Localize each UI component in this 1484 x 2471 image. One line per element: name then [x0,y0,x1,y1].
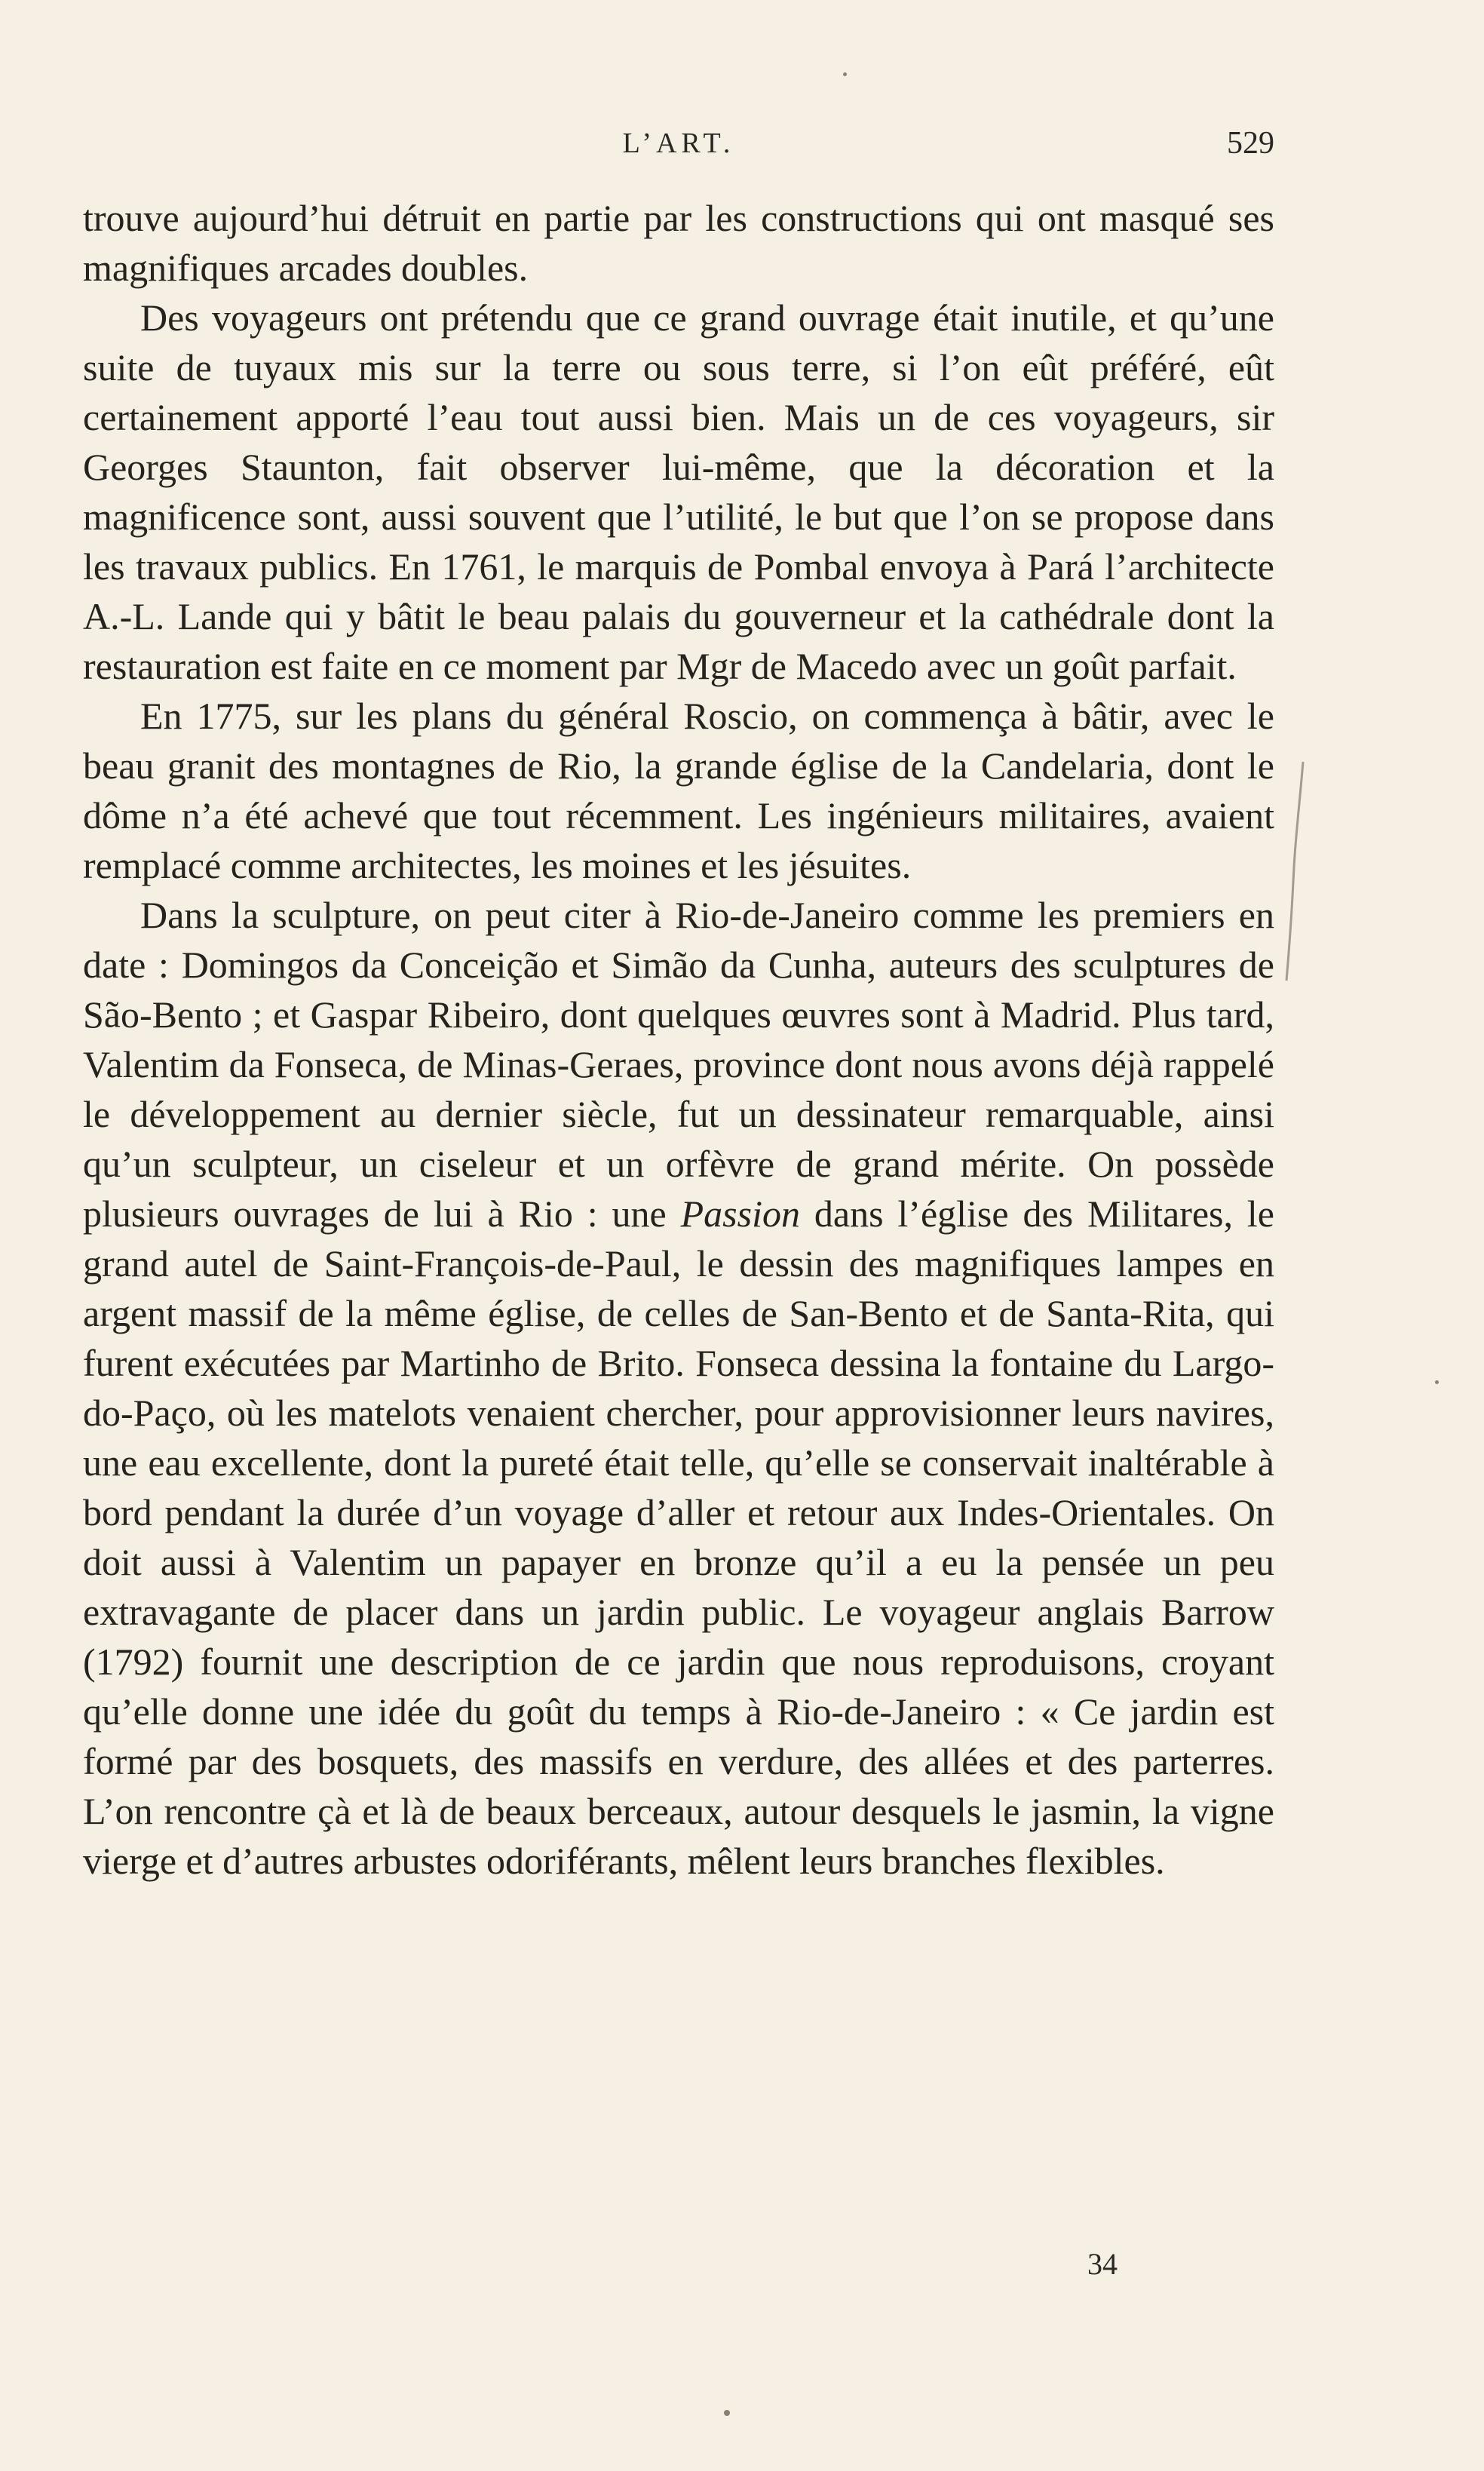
running-head: L’ART. [622,127,735,159]
body-text [83,193,1274,1886]
page-header [83,122,1274,167]
signature-mark: 34 [1087,2247,1118,2281]
paragraph-4 [83,890,1274,1886]
paragraph-4-italic-title: Passion [680,1193,800,1235]
paper-speck [1435,1380,1439,1384]
paper-speck [724,2410,730,2416]
paper-speck [843,72,847,76]
paragraph-1: trouve aujourd’hui détruit en partie par les constructions qui ont masqué ses magnifiques arcades doubles. [83,197,1274,289]
page-number: 529 [1227,126,1274,161]
pencil-margin-mark [1282,754,1312,996]
paragraph-4-text-b: dans l’église des Militares, le grand autel de Saint-François-de-Paul, le dessin des magnifiques lampes en argent massif de la même église, de celles de San-Bento et de Santa-Rita, qui furent exécutées par Martinho de Brito. Fonseca dessina la fontaine du Largo-do-Paço, où les matelots venaient chercher, pour approvisionner leurs navires, une eau excellente, dont la pureté était telle, qu’elle se conservait inaltérable à bord pendant la durée d’un voyage d’aller et retour aux Indes-Orientales. On doit aussi à Valentim un papayer en bronze qu’il a eu la pensée un peu extravagante de placer dans un jardin public. Le voyageur anglais Barrow (1792) fournit une description de ce jardin que nous reproduisons, croyant qu’elle donne une idée du goût du temps à Rio-de-Janeiro : « Ce jardin est formé par des bosquets, des massifs en verdure, des allées et des parterres. L’on rencontre çà et là de beaux berceaux, autour desquels le jasmin, la vigne vierge et d’autres arbustes odoriférants, mêlent leurs branches flexibles. [83,1193,1274,1882]
paragraph-4-text-a: Dans la sculpture, on peut citer à Rio-de-Janeiro comme les premiers en date : Domingos da Conceição et Simão da Cunha, auteurs des sculptures de São-Bento ; et Gaspar Ribeiro, dont quelques œuvres sont à Madrid. Plus tard, Valentim da Fonseca, de Minas-Geraes, province dont nous avons déjà rappelé le développement au dernier siècle, fut un dessinateur remarquable, ainsi qu’un sculpteur, un ciseleur et un orfèvre de grand mérite. On possède plusieurs ouvrages de lui à Rio : une [83,894,1274,1235]
paragraph-2: Des voyageurs ont prétendu que ce grand ouvrage était inutile, et qu’une suite de tuyaux mis sur la terre ou sous terre, si l’on eût préféré, eût certainement apporté l’eau tout aussi bien. Mais un de ces voyageurs, sir Georges Staunton, fait observer lui-même, que la décoration et la magnificence sont, aussi souvent que l’utilité, le but que l’on se propose dans les travaux publics. En 1761, le marquis de Pombal envoya à Pará l’architecte A.-L. Lande qui y bâtit le beau palais du gouverneur et la cathédrale dont la restauration est faite en ce moment par Mgr de Macedo avec un goût parfait. [83,296,1274,687]
paragraph-3: En 1775, sur les plans du général Roscio, on commença à bâtir, avec le beau granit des montagnes de Rio, la grande église de la Candelaria, dont le dôme n’a été achevé que tout récemment. Les ingénieurs militaires, avaient remplacé comme architectes, les moines et les jésuites. [83,695,1274,886]
